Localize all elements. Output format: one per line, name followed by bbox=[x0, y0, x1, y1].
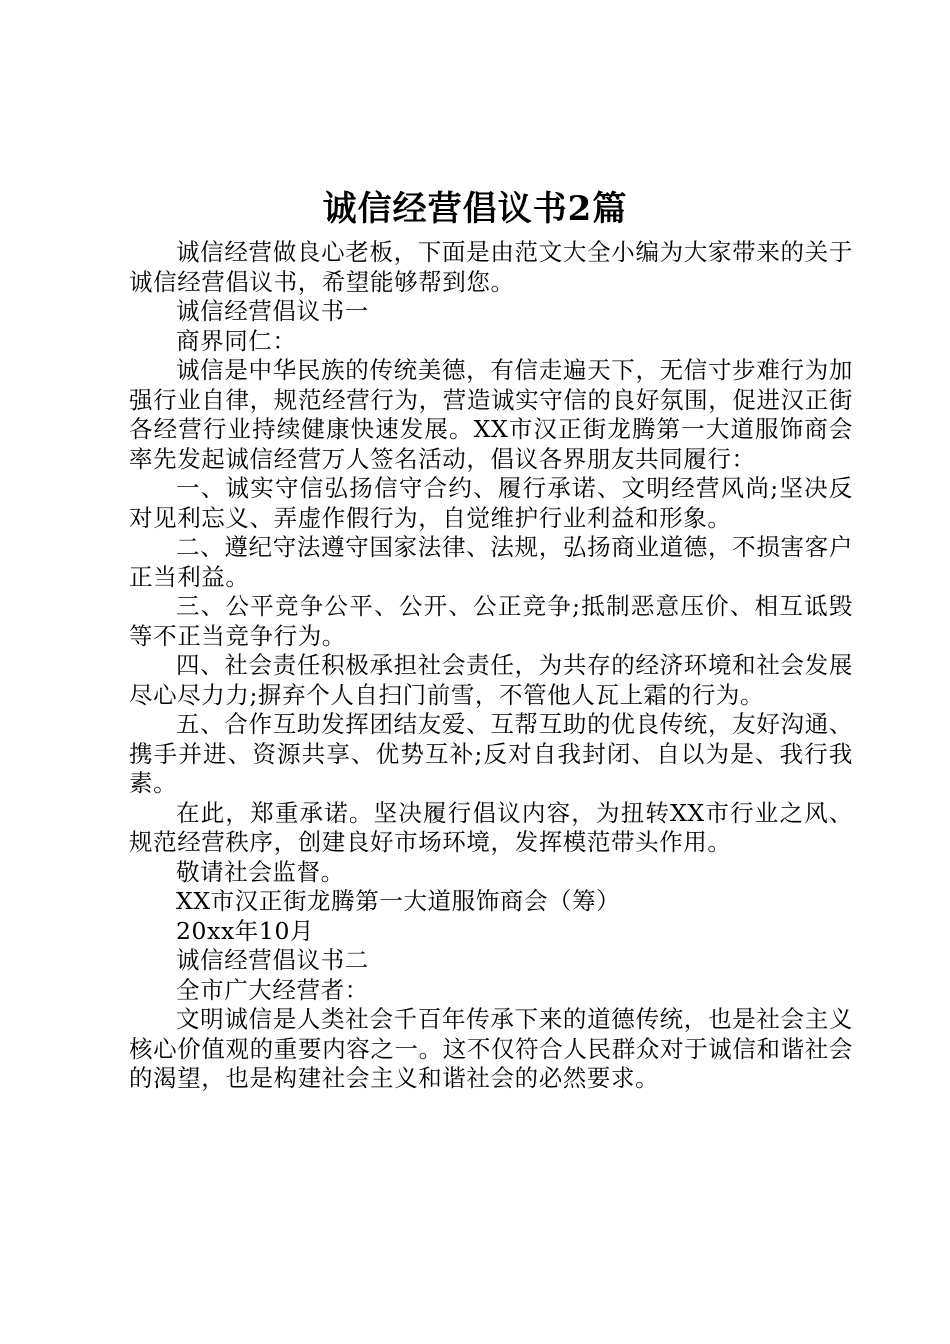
signature-organization: XX市汉正街龙腾第一大道服饰商会（筹） bbox=[176, 887, 621, 915]
document-title: 诚信经营倡议书2篇 bbox=[322, 189, 628, 229]
salutation-one: 商界同仁： bbox=[176, 326, 297, 355]
point-two: 二、遵纪守法遵守国家法律、法规，弘扬商业道德，不损害客户正当利益。 bbox=[129, 533, 853, 591]
commitment-paragraph: 在此，郑重承诺。坚决履行倡议内容，为扭转XX市行业之风、规范经营秩序，创建良好市场环境，发挥模范带头作用。 bbox=[129, 798, 853, 856]
supervision-line: 敬请社会监督。 bbox=[176, 857, 345, 886]
section-heading-one: 诚信经营倡议书一 bbox=[176, 297, 369, 325]
body-paragraph: 诚信是中华民族的传统美德，有信走遍天下，无信寸步难行为加强行业自律，规范经营行为，营造诚实守信的良好氛围，促进汉正街各经营行业持续健康快速发展。XX市汉正街龙腾第一大道服饰商会率先发起诚信经营万人签名活动，倡议各界朋友共同履行： bbox=[129, 356, 853, 473]
document-body bbox=[129, 238, 853, 1094]
body-paragraph-two: 文明诚信是人类社会千百年传承下来的道德传统，也是社会主义核心价值观的重要内容之一。这不仅符合人民群众对于诚信和谐社会的渴望，也是构建社会主义和谐社会的必然要求。 bbox=[129, 1005, 853, 1092]
section-heading-two: 诚信经营倡议书二 bbox=[176, 946, 369, 974]
salutation-two: 全市广大经营者： bbox=[176, 975, 369, 1004]
signature-date: 20xx年10月 bbox=[176, 916, 315, 945]
point-one: 一、诚实守信弘扬信守合约、履行承诺、文明经营风尚;坚决反对见利忘义、弄虚作假行为，自觉维护行业利益和形象。 bbox=[129, 474, 853, 532]
intro-paragraph: 诚信经营做良心老板，下面是由范文大全小编为大家带来的关于诚信经营倡议书，希望能够帮到您。 bbox=[129, 238, 853, 296]
point-four: 四、社会责任积极承担社会责任，为共存的经济环境和社会发展尽心尽力力;摒弃个人自扫门前雪，不管他人瓦上霜的行为。 bbox=[129, 651, 853, 709]
point-five: 五、合作互助发挥团结友爱、互帮互助的优良传统，友好沟通、携手并进、资源共享、优势互补;反对自我封闭、自以为是、我行我素。 bbox=[129, 710, 853, 797]
point-three: 三、公平竞争公平、公开、公正竞争;抵制恶意压价、相互诋毁等不正当竞争行为。 bbox=[129, 592, 853, 650]
